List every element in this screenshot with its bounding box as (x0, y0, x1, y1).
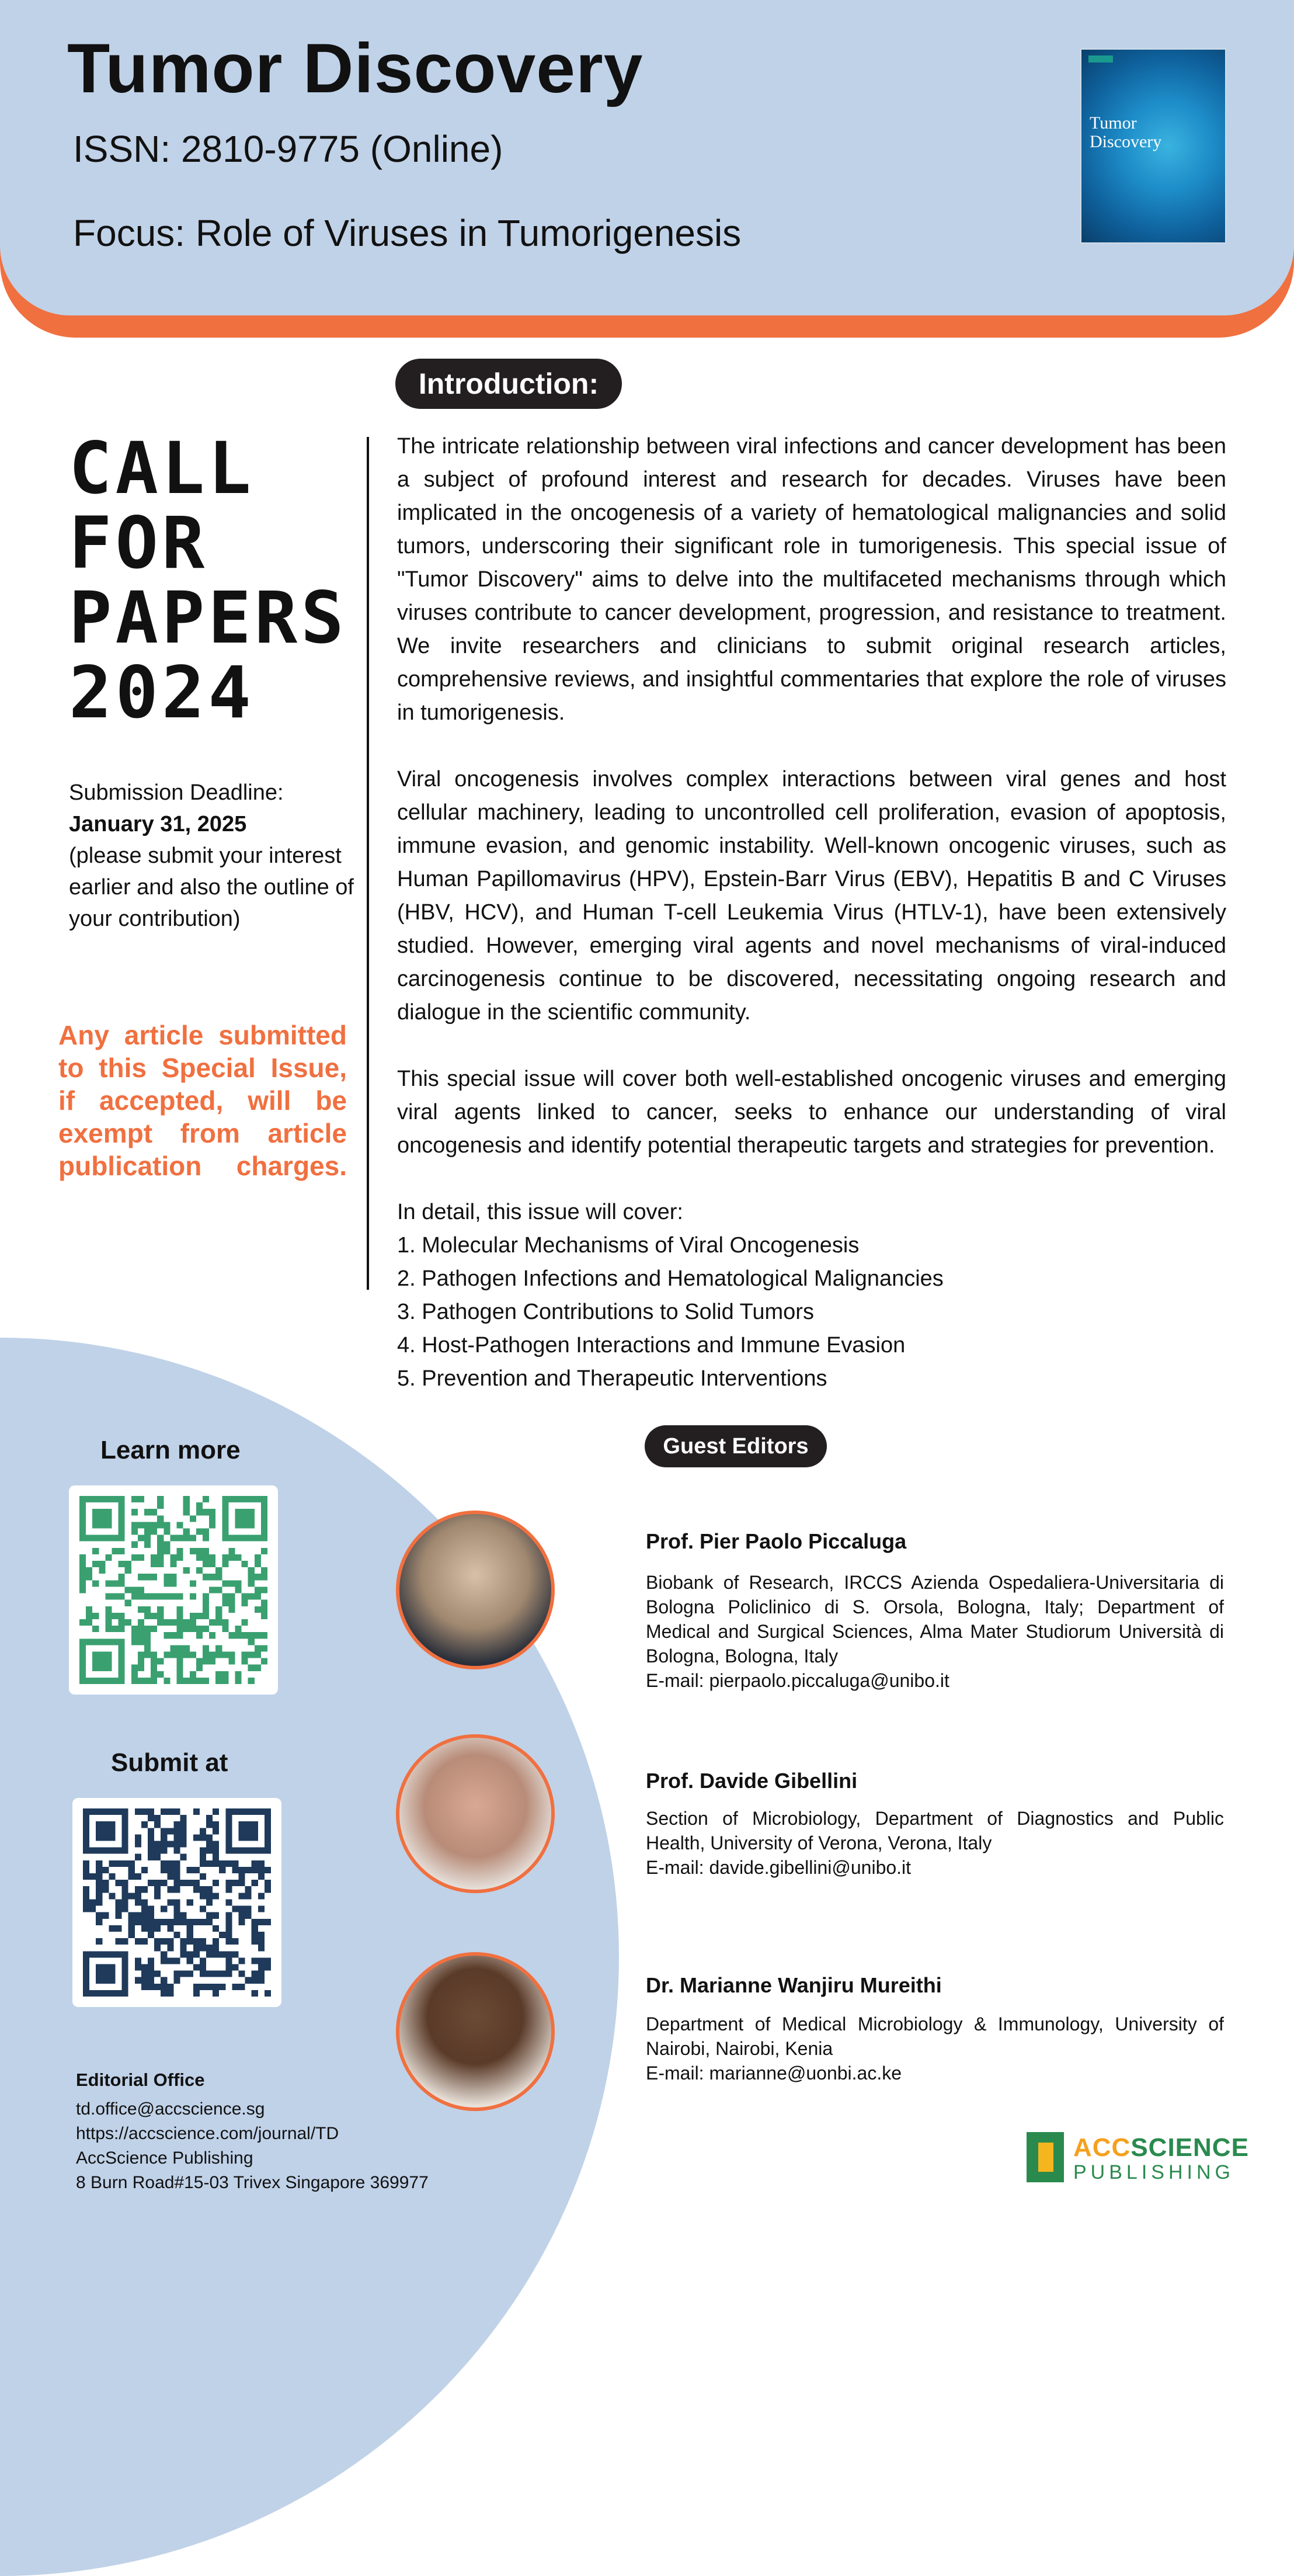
journal-title: Tumor Discovery (67, 29, 643, 107)
editor-affiliation-text: Department of Medical Microbiology & Immunology, University of Nairobi, Nairobi, Kenia (646, 2013, 1224, 2059)
guest-editors-label: Guest Editors (645, 1425, 827, 1467)
call-for-papers-heading (69, 427, 347, 734)
logo-publishing: PUBLISHING (1073, 2161, 1234, 2183)
introduction-body (397, 430, 1226, 1395)
editor-affiliation (646, 2012, 1224, 2085)
logo-mark-accent (1038, 2143, 1053, 2172)
intro-paragraph: Viral oncogenesis involves complex interactions between viral genes and host cellular machinery, leading to uncontrolled cell proliferation, evasion of apoptosis, immune evasion, and genomic instability. Well-known oncogenic viruses, such as Human Papillomavirus (HPV), Epstein-Barr Virus (EBV), Hepatitis B and C Viruses (HBV, HCV), and Human T-cell Leukemia Virus (HTLV-1), have been extensively studied. However, emerging viral agents and novel mechanisms of viral-induced carcinogenesis continue to be discovered, necessitating ongoing research and dialogue in the scientific community. (397, 767, 1226, 1025)
editor-photo (396, 1511, 555, 1669)
editor-photo (396, 1734, 555, 1893)
editor-affiliation-text: Biobank of Research, IRCCS Azienda Ospedaliera-Universitaria di Bologna Policlinico di S. Orsola, Bologna, Italy; Department of Medical and Surgical Sciences, Alma Mater Studiorum Università di Bologna, Bologna, Italy (646, 1572, 1224, 1667)
editor-name: Prof. Davide Gibellini (646, 1769, 858, 1793)
editor-email[interactable]: E-mail: marianne@uonbi.ac.ke (646, 2063, 902, 2084)
editor-name: Prof. Pier Paolo Piccaluga (646, 1529, 907, 1553)
editor-name: Dr. Marianne Wanjiru Mureithi (646, 1973, 942, 1997)
editor-email[interactable]: E-mail: pierpaolo.piccaluga@unibo.it (646, 1670, 949, 1691)
editor-affiliation (646, 1570, 1224, 1693)
topic-item: 2. Pathogen Infections and Hematological Malignancies (397, 1266, 944, 1291)
topic-item: 3. Pathogen Contributions to Solid Tumors (397, 1300, 814, 1324)
learn-more-qr-code[interactable] (69, 1485, 278, 1695)
qr-code-icon (83, 1808, 271, 1997)
editorial-office-title: Editorial Office (76, 2070, 205, 2090)
editor-photo (396, 1952, 555, 2111)
deadline-date: January 31, 2025 (69, 812, 247, 836)
deadline-label: Submission Deadline: (69, 780, 284, 805)
submission-deadline (69, 777, 373, 935)
cfp-line: CALL (69, 427, 255, 510)
topic-item: 5. Prevention and Therapeutic Interventions (397, 1366, 827, 1391)
office-address: 8 Burn Road#15-03 Trivex Singapore 369977 (76, 2173, 429, 2192)
editor-email[interactable]: E-mail: davide.gibellini@unibo.it (646, 1857, 912, 1878)
focus-topic: Focus: Role of Viruses in Tumorigenesis (73, 212, 742, 254)
cfp-line: PAPERS (69, 577, 347, 659)
logo-science: SCIENCE (1130, 2133, 1249, 2162)
cfp-line: 2024 (69, 651, 255, 734)
topic-item: 1. Molecular Mechanisms of Viral Oncogenesis (397, 1233, 860, 1258)
editor-affiliation (646, 1806, 1224, 1880)
office-publisher: AccScience Publishing (76, 2148, 253, 2168)
issn: ISSN: 2810-9775 (Online) (73, 128, 503, 170)
journal-cover-image (1081, 50, 1225, 242)
cover-publisher-logo (1088, 55, 1113, 63)
logo-wordmark (1073, 2133, 1249, 2162)
deadline-note: (please submit your interest earlier and also the outline of your contribution) (69, 843, 354, 931)
intro-paragraph: This special issue will cover both well-established oncogenic viruses and emerging viral agents linked to cancer, seeks to enhance our understanding of viral oncogenesis and identify potential therapeutic targets and strategies for prevention. (397, 1067, 1226, 1158)
cover-title: Tumor Discovery (1090, 113, 1162, 151)
office-url[interactable]: https://accscience.com/journal/TD (76, 2124, 339, 2143)
topics-intro: In detail, this issue will cover: (397, 1200, 683, 1224)
office-email[interactable]: td.office@accscience.sg (76, 2099, 265, 2119)
qr-code-icon (79, 1496, 267, 1684)
learn-more-label: Learn more (100, 1436, 241, 1464)
topics-list (397, 1196, 1226, 1395)
submit-qr-code[interactable] (72, 1798, 281, 2007)
introduction-label: Introduction: (395, 359, 622, 409)
intro-paragraph: The intricate relationship between viral infections and cancer development has been a subject of profound interest and research for decades. Viruses have been implicated in the oncogenesis of a variety of hematological malignancies and solid tumors, underscoring their significant role in tumorigenesis. This special issue of "Tumor Discovery" aims to delve into the multifaceted mechanisms through which viruses contribute to cancer development, progression, and resistance to treatment. We invite researchers and clinicians to submit original research articles, comprehensive reviews, and insightful commentaries that explore the role of viruses in tumorigenesis. (397, 434, 1226, 725)
topic-item: 4. Host-Pathogen Interactions and Immune Evasion (397, 1333, 906, 1358)
logo-acc: ACC (1073, 2133, 1131, 2162)
cfp-line: FOR (69, 502, 208, 585)
editor-affiliation-text: Section of Microbiology, Department of Diagnostics and Public Health, University of Verona, Verona, Italy (646, 1808, 1224, 1853)
submit-at-label: Submit at (111, 1748, 228, 1777)
apc-exemption-note: Any article submitted to this Special Issue, if accepted, will be exempt from article publication charges. (58, 1020, 347, 1181)
